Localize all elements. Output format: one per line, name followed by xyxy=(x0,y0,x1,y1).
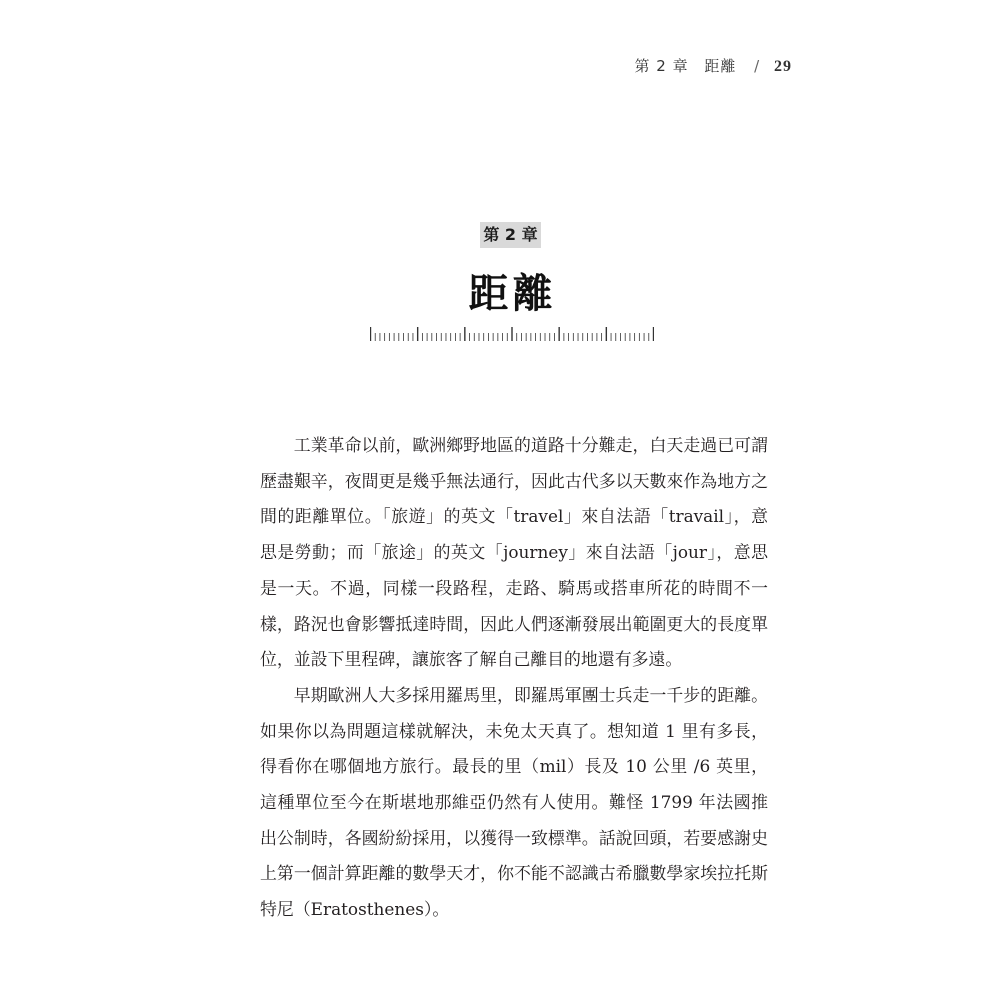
ruler-ornament xyxy=(370,326,654,342)
body-text xyxy=(260,428,768,928)
chapter-label: 第 2 章 xyxy=(480,222,541,248)
running-header xyxy=(634,55,792,76)
header-title: 距離 xyxy=(704,57,737,75)
chapter-title: 距離 xyxy=(468,271,557,317)
paragraph-1: 工業革命以前，歐洲鄉野地區的道路十分難走，白天走過已可謂歷盡艱辛，夜間更是幾乎無法通行，因此古代多以天數來作為地方之間的距離單位。「旅遊」的英文「travel」來自法語「travail」，意思是勞動；而「旅途」的英文「journey」來自法語「jour」，意思是一天。不過，同樣一段路程，走路、騎馬或搭車所花的時間不一樣，路況也會影響抵達時間，因此人們逐漸發展出範圍更大的長度單位，並設下里程碑，讓旅客了解自己離目的地還有多遠。 xyxy=(260,435,768,670)
paragraph-2: 早期歐洲人大多採用羅馬里，即羅馬軍團士兵走一千步的距離。如果你以為問題這樣就解決，未免太天真了。想知道 1 里有多長，得看你在哪個地方旅行。最長的里（mil）長及 10 公里 /6 英里，這種單位至今在斯堪地那維亞仍然有人使用。難怪 1799 年法國推出公制時，各國紛紛採用，以獲得一致標準。話說回頭，若要感謝史上第一個計算距離的數學天才，你不能不認識古希臘數學家埃拉托斯特尼（Eratosthenes）。 xyxy=(260,684,768,920)
header-separator: / xyxy=(754,57,761,75)
header-chapter: 第 2 章 xyxy=(634,57,689,75)
page-number: 29 xyxy=(774,58,792,75)
